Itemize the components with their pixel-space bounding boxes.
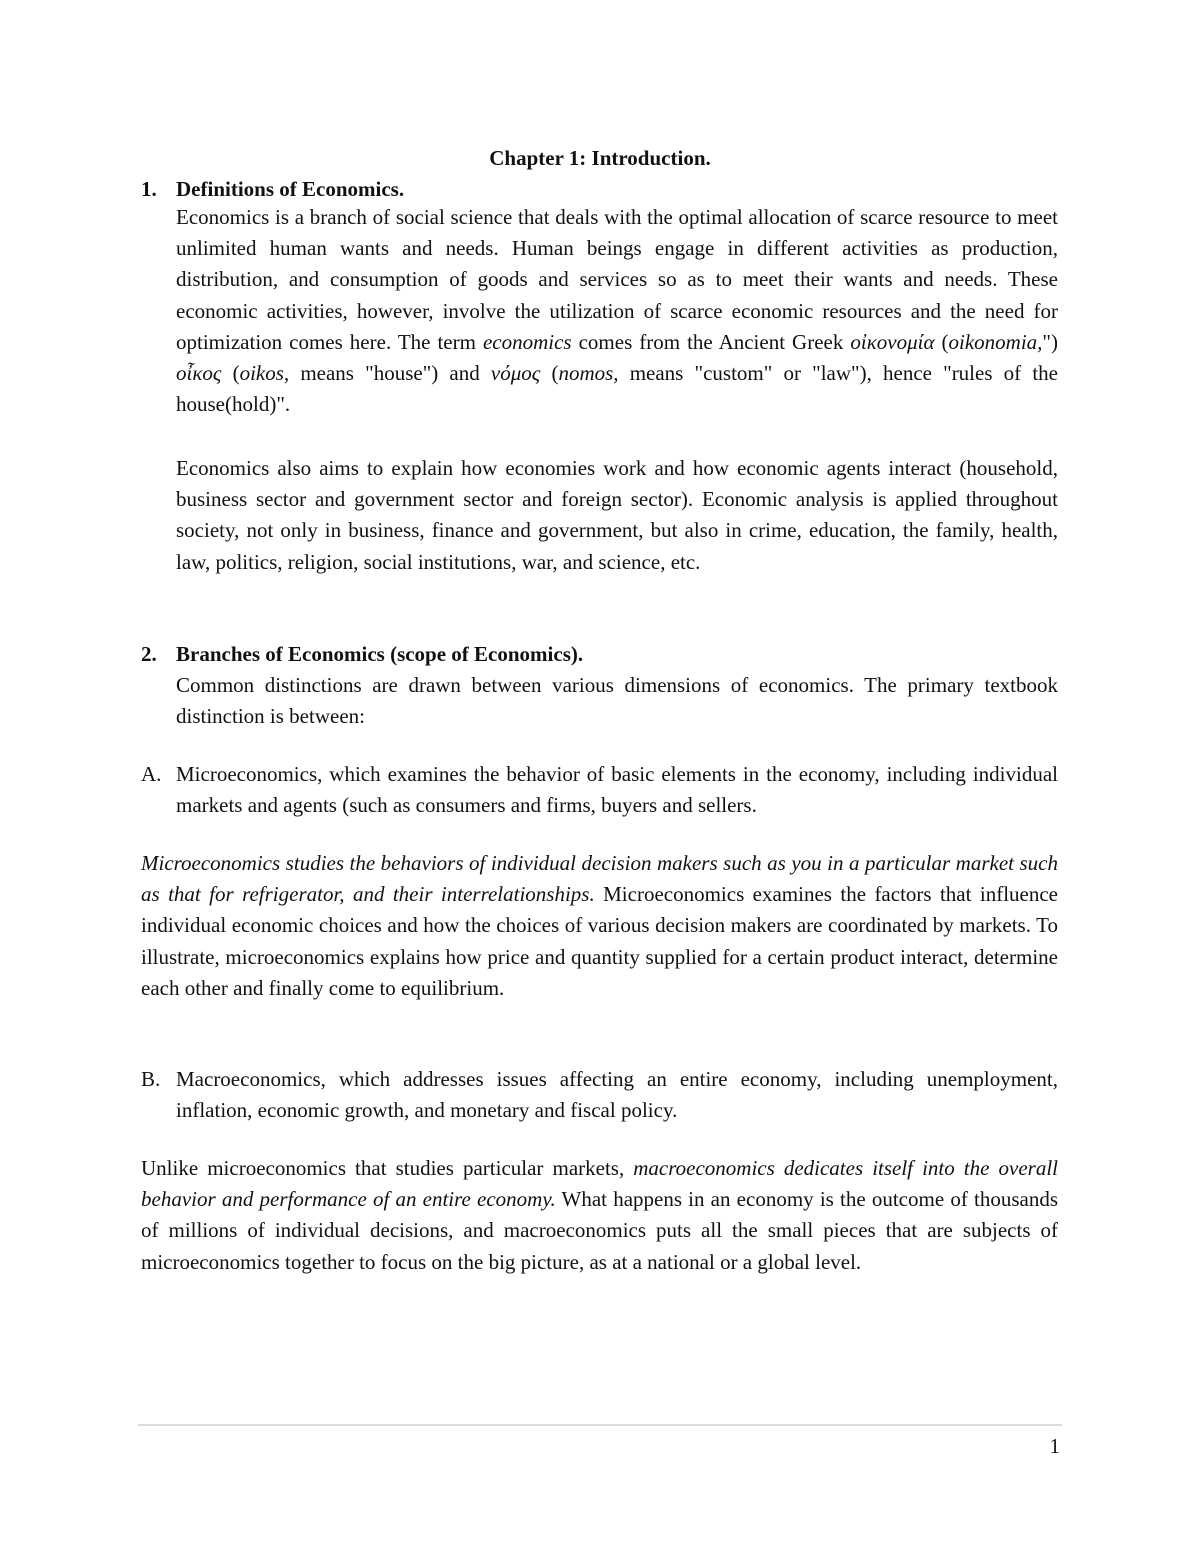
definitions-text-8: means "custom" or "law"), hence "rules of the house(hold)". [176,361,1058,417]
macroeconomics-text: What happens in an economy is the outcome of thousands of millions of individual decisions, and macroeconomics puts all the small pieces that are subjects of microeconomics together to focus on the big picture, as at a national or a global level. [141,1187,1058,1274]
list-item-b-text: Macroeconomics, which addresses issues affecting an entire economy, including unemployment, inflation, economic growth, and monetary and fiscal policy. [176,1067,1058,1123]
list-item-b [141,1064,1058,1126]
list-item-a-text: Microeconomics, which examines the behavior of basic elements in the economy, including individual markets and agents (such as consumers and firms, buyers and sellers. [176,762,1058,818]
section-1-heading [141,175,404,203]
greek-nomos: νόμος [490,361,541,386]
branches-intro-paragraph: Common distinctions are drawn between various dimensions of economics. The primary textbook distinction is between: [176,673,1058,729]
term-economics: economics [482,329,572,354]
definitions-text-5: ( [221,361,240,386]
macroeconomics-emphasis: macroeconomics dedicates itself into the overall behavior and performance of an entire economy. [141,1156,1058,1212]
microeconomics-text: Microeconomics examines the factors that influence individual economic choices and how the choices of various decision makers are coordinated by markets. To illustrate, microeconomics explains how price and quantity supplied for a certain product interact, determine each other and finally come to equilibrium. [141,882,1058,1000]
economics-aims-paragraph: Economics also aims to explain how economies work and how economic agents interact (household, business sector and government sector and foreign sector). Economic analysis is applied throughout society, not only in business, finance and government, but also in crime, education, the family, health, law, politics, religion, social institutions, war, and science, etc. [176,456,1058,574]
footer-divider [138,1424,1062,1426]
definitions-text-3: ( [934,329,949,354]
translit-oikonomia: oikonomia, [948,329,1043,354]
microeconomics-paragraph [141,848,1058,1004]
greek-oikos: οἶκος [176,361,222,386]
definitions-text-6: means "house") and [289,361,491,386]
section-1-number: 1. [141,177,157,201]
section-2-number: 2. [141,642,157,666]
chapter-title: Chapter 1: Introduction. [489,146,711,170]
macroeconomics-text-start: Unlike microeconomics that studies particular markets, [141,1156,634,1180]
macroeconomics-paragraph [141,1153,1058,1278]
page-number: 1 [1049,1434,1060,1458]
definitions-text-4: ") [1042,329,1058,354]
microeconomics-emphasis: Microeconomics studies the behaviors of individual decision makers such as you in a particular market such as that for refrigerator, and their interrelationships. [141,851,1058,907]
section-1-title: Definitions of Economics. [176,177,405,201]
section-2-heading [141,640,583,668]
translit-nomos: nomos, [558,361,619,386]
definitions-text-2: comes from the Ancient Greek [571,329,851,354]
section-2-title: Branches of Economics (scope of Economics). [176,642,584,666]
definitions-paragraph [176,202,1058,420]
list-item-a [141,759,1058,821]
list-item-b-label: B. [141,1067,161,1091]
list-item-a-label: A. [141,762,162,786]
translit-oikos: oikos, [239,361,290,386]
greek-oikonomia: οἰκονομία [850,329,935,354]
definitions-text-7: ( [540,361,559,386]
definitions-text-1: Economics is a branch of social science that deals with the optimal allocation of scarce resource to meet unlimited human wants and needs. Human beings engage in different activities as production, distribution, and consumption of goods and services so as to meet their wants and needs. These economic activities, however, involve the utilization of scarce economic resources and the need for optimization comes here. The term [176,205,1058,354]
